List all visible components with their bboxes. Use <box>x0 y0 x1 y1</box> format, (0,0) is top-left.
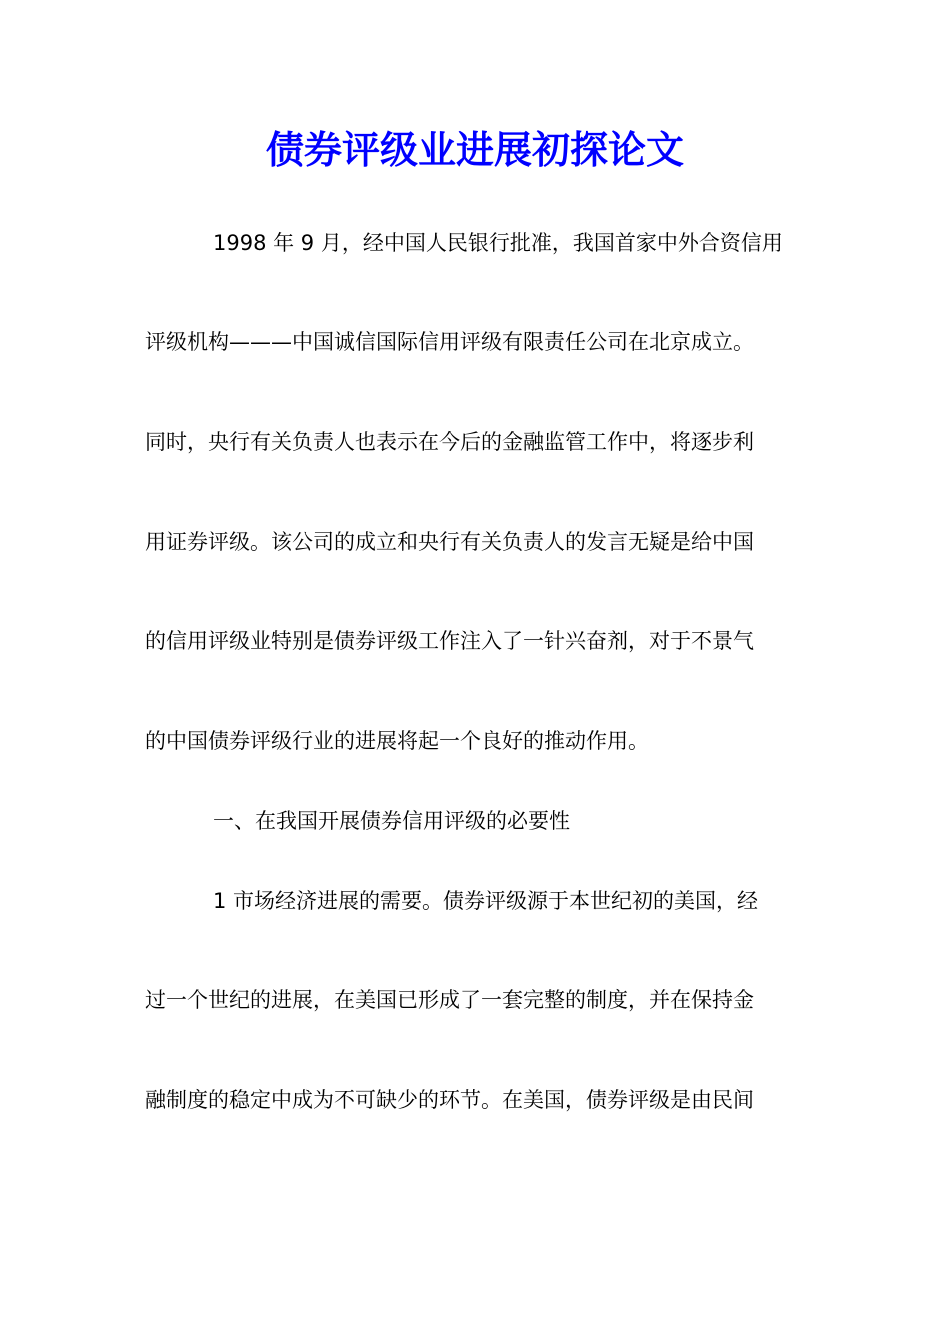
paragraph-line-8: 过一个世纪的进展，在美国已形成了一套完整的制度，并在保持金 <box>145 988 754 1012</box>
paragraph-line-9: 融制度的稳定中成为不可缺少的环节。在美国，债券评级是由民间 <box>145 1088 754 1112</box>
document-title: 债券评级业进展初探论文 <box>265 127 684 172</box>
paragraph-line-6: 的中国债券评级行业的进展将起一个良好的推动作用。 <box>145 729 649 753</box>
paragraph-line-1: 1998 年 9 月，经中国人民银行批准，我国首家中外合资信用 <box>213 231 783 255</box>
paragraph-line-4: 用证券评级。该公司的成立和央行有关负责人的发言无疑是给中国 <box>145 530 754 554</box>
paragraph-line-3: 同时，央行有关负责人也表示在今后的金融监管工作中，将逐步利 <box>145 430 754 454</box>
paragraph-line-5: 的信用评级业特别是债券评级工作注入了一针兴奋剂，对于不景气 <box>145 629 754 653</box>
paragraph-line-7: 1 市场经济进展的需要。债券评级源于本世纪初的美国，经 <box>213 889 759 913</box>
section-heading: 一、在我国开展债券信用评级的必要性 <box>213 809 570 833</box>
paragraph-line-2: 评级机构———中国诚信国际信用评级有限责任公司在北京成立。 <box>145 330 754 354</box>
